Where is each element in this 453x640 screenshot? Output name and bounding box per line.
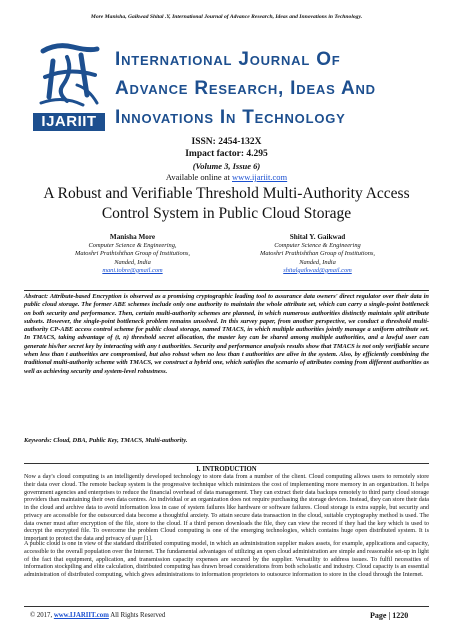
divider bbox=[24, 463, 429, 464]
author-1 bbox=[45, 233, 220, 275]
author-city: Nanded, India bbox=[114, 258, 151, 266]
paper-title: A Robust and Verifiable Threshold Multi-Authority Access Control System in Public Cloud Storage bbox=[43, 185, 410, 222]
abstract: Abstract: Attribute-based Encryption is observed as a promising cryptographic leading tool to assurance data owners' direct regulator over their data in public cloud storage. The former ABE schemes include only one authority to maintain the whole attribute set, which can carry a single-point bottleneck on both security and performance. Then, certain multi-authority schemes are planned, in which numerous authorities distinctly maintain split attribute subsets. However, the single-point bottleneck problem remains unsolved. In this survey paper, from another perspective, we conduct a threshold multi-authority CP-ABE access control scheme for public cloud storage, named TMACS, in which multiple authorities jointly manage a uniform attribute set. In TMACS, taking advantage of (t, n) threshold secret allocation, the master key can be shared among multiple authorities, and a lawful user can generate his/her secret key by interacting with any t authorities. Security and performance analysis results show that TMACS is not only verifiable secure when less than t authorities are compromised, but also robust when no less than t authorities are alive in the system. Also, by efficiently combining the traditional multi-authority scheme with TMACS, we construct a hybrid one, which satisfies the scenario of attributes coming from different authorities as well as achieving security and system-level robustness. bbox=[24, 293, 429, 375]
body-paragraph: A public cloud is one in view of the standard distributed computing model, in which an administration supplier makes assets, for example, applications and capacity, accessible to the overall population over the Internet. The fundamental advantages of utilizing an open cloud administration are simple and reasonable set-up in light of the fact that equipment, application, and transmission capacity expenses are secured by the supplier. Versatility to address issues. To fulfil necessities of information stockpiling and elite calculation, distributed computing has drawn broad considerations from both scholastic and industry. Cloud capacity is an essential administration of distributed computing, which gives administrations to information proprietors to outsource information to store in the cloud through the Internet. bbox=[24, 541, 429, 578]
available-online bbox=[0, 172, 453, 182]
author-org: Matoshri Prathishthan Group of Institutions, bbox=[260, 250, 375, 258]
divider bbox=[24, 290, 429, 291]
author-dept: Computer Science & Engineering, bbox=[88, 242, 177, 250]
section-heading: I. INTRODUCTION bbox=[196, 466, 257, 473]
journal-website-link[interactable]: www.ijariit.com bbox=[232, 172, 288, 182]
available-prefix: Available online at bbox=[165, 172, 232, 182]
running-header: More Manisha, Gaikwad Shital .Y, International Journal of Advance Research, Ideas and Innovations in Technology. bbox=[90, 14, 363, 20]
volume-issue: (Volume 3, Issue 6) bbox=[192, 161, 261, 171]
author-2 bbox=[230, 233, 405, 275]
author-name: Manisha More bbox=[109, 233, 156, 241]
journal-name-line-3: Innovations In Technology bbox=[115, 107, 346, 128]
author-name: Shital Y. Gaikwad bbox=[289, 233, 346, 241]
copyright-prefix: © 2017, bbox=[30, 612, 54, 619]
journal-name-line-1: International Journal Of bbox=[115, 49, 341, 70]
journal-logo bbox=[33, 37, 105, 133]
footer-copyright bbox=[30, 612, 165, 619]
journal-name bbox=[115, 45, 425, 132]
logo-label: IJARIIT bbox=[33, 113, 105, 131]
author-city: Nanded, India bbox=[299, 258, 336, 266]
copyright-rights: All Rights Reserved bbox=[108, 612, 166, 619]
footer-site-link[interactable]: www.IJARIIT.com bbox=[53, 612, 109, 619]
journal-banner bbox=[33, 37, 423, 133]
keywords: Keywords: Cloud, DBA, Public Key, TMACS, Multi-authority. bbox=[24, 437, 188, 444]
logo-calligraphy-icon bbox=[33, 37, 105, 111]
author-email-link[interactable]: mani.tobre@gmail.com bbox=[102, 266, 163, 274]
author-dept: Computer Science & Engineering bbox=[274, 242, 361, 250]
author-org: Matoshri Prathishthan Group of Institutions, bbox=[75, 250, 190, 258]
body-paragraph: Now a day's cloud computing is an intelligently developed technology to store data from a number of the client. Cloud computing allows users to remotely store their data over cloud. The remote backup system is the progressive technique which minimizes the cost of implementing more memory in an organization. It helps government agencies and enterprises to reduce the financial overhead of data management. They can extract their data backups remotely to third party cloud storage providers than maintaining their own data centres. An individual or an organization does not require purchasing the storage devices. Instead, they can store their data in the cloud and archive data to avoid information loss in case of system failures like hardware or software failures. Cloud storage is extra supple, but security and privacy are accessible for the outsourced data become a thoughtful anxiety. To attain secure data transaction in the cloud, suitable cryptography method is used. The data owner must after encryption of the file, store to the cloud. If a third person downloads the file, they can view the record if they had the key which is used to decrypt the encrypted file. To overcome the problem Cloud computing is one of the emerging technologies, which contains huge open distributed system. It is important to protect the data and privacy of user [1]. bbox=[24, 474, 429, 542]
journal-name-line-2: Advance Research, Ideas And bbox=[115, 78, 376, 99]
page-number: Page | 1220 bbox=[370, 611, 409, 620]
footer-divider bbox=[24, 606, 429, 607]
author-email-link[interactable]: shitalgaikwad@gmail.com bbox=[283, 266, 352, 274]
issn: ISSN: 2454-132X bbox=[191, 137, 262, 147]
impact-factor: Impact factor: 4.295 bbox=[185, 149, 268, 159]
